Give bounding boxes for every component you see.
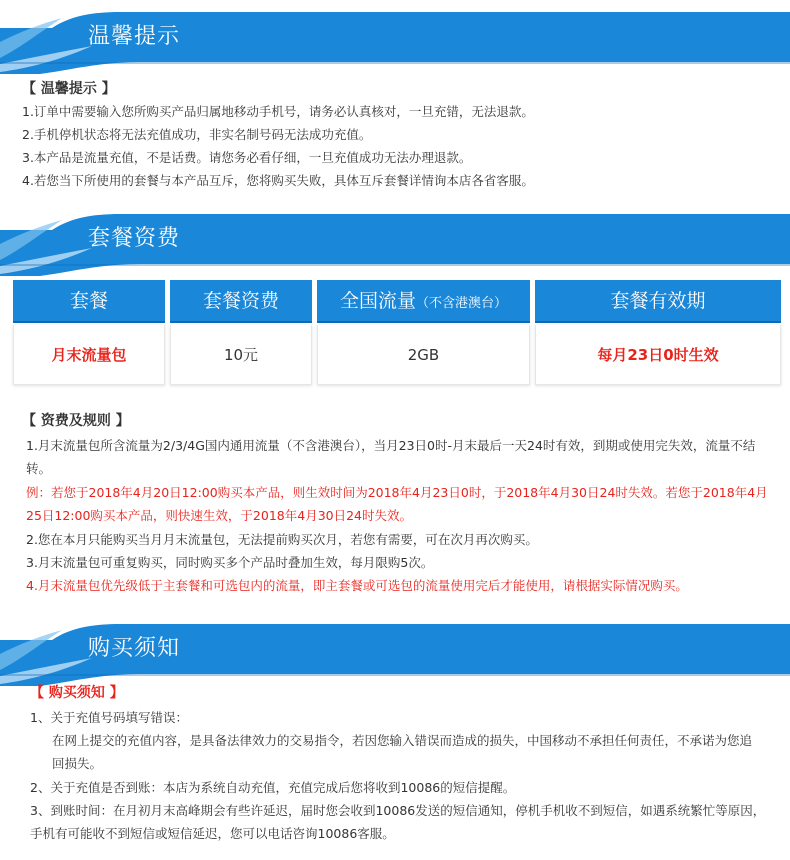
purchase-item-1-detail: 在网上提交的充值内容，是具备法律效力的交易指令，若因您输入错误而造成的损失，中国移动不承担任何责任，不承诺为您追回损失。 (52, 733, 753, 771)
table-header-data-note: （不含港澳台） (416, 296, 508, 311)
purchase-subtitle: 【 购买须知 】 (30, 685, 124, 701)
section-title: 温馨提示 (88, 24, 181, 49)
purchase-item-3: 3、到账时间：在月初月末高峰期会有些许延迟，届时您会收到10086发送的短信通知，停机手机收不到短信，如遇系统繁忙等原因，手机有可能收不到短信或短信延迟，您可以电话咨询10086客服。 (30, 803, 766, 841)
table-cell-package: 月末流量包 (13, 325, 165, 385)
rule-4: 4.月末流量包优先级低于主套餐和可选包内的流量，即主套餐或可选包的流量使用完后才能使用，请根据实际情况购买。 (26, 578, 688, 593)
rule-2: 2.您在本月只能购买当月月末流量包，无法提前购买次月，若您有需要，可在次月再次购买。 (26, 532, 538, 547)
rule-example: 例：若您于2018年4月20日12:00购买本产品，则生效时间为2018年4月23日0时，于2018年4月30日24时失效。若您于2018年4月25日12:00购买本产品，则快速生效，于2018年4月30日24时失效。 (26, 485, 768, 523)
section-banner-pricing (0, 214, 790, 276)
section-banner-tips (0, 12, 790, 74)
tips-line-2: 2.手机停机状态将无法充值成功，非实名制号码无法成功充值。 (22, 127, 372, 142)
rule-3: 3.月末流量包可重复购买，同时购买多个产品时叠加生效，每月限购5次。 (26, 555, 434, 570)
table-cell-validity: 每月23日0时生效 (535, 325, 781, 385)
table-cell-data: 2GB (317, 325, 530, 385)
tips-line-1: 1.订单中需要输入您所购买产品归属地移动手机号，请务必认真核对，一旦充错，无法退款。 (22, 104, 534, 119)
purchase-item-1: 1、关于充值号码填写错误： (30, 710, 188, 725)
rules-subtitle: 【 资费及规则 】 (22, 413, 130, 429)
rule-1: 1.月末流量包所含流量为2/3/4G国内通用流量（不含港澳台），当月23日0时-月末最后一天24时有效，到期或使用完失效，流量不结转。 (26, 438, 756, 476)
table-header-package: 套餐 (13, 280, 165, 323)
section-banner-purchase (0, 624, 790, 686)
table-header-data-label: 全国流量 (339, 290, 416, 312)
section-title: 套餐资费 (88, 226, 181, 251)
table-cell-price: 10元 (170, 325, 312, 385)
table-header-data (317, 280, 530, 323)
section-title: 购买须知 (88, 636, 181, 661)
tips-subtitle: 【 温馨提示 】 (22, 81, 116, 97)
table-header-price: 套餐资费 (170, 280, 312, 323)
purchase-item-2: 2、关于充值是否到账：本店为系统自动充值，充值完成后您将收到10086的短信提醒。 (30, 780, 516, 795)
table-header-validity: 套餐有效期 (535, 280, 781, 323)
tips-line-3: 3.本产品是流量充值，不是话费。请您务必看仔细，一旦充值成功无法办理退款。 (22, 150, 472, 165)
tips-line-4: 4.若您当下所使用的套餐与本产品互斥，您将购买失败，具体互斥套餐详情询本店各省客服。 (22, 173, 534, 188)
